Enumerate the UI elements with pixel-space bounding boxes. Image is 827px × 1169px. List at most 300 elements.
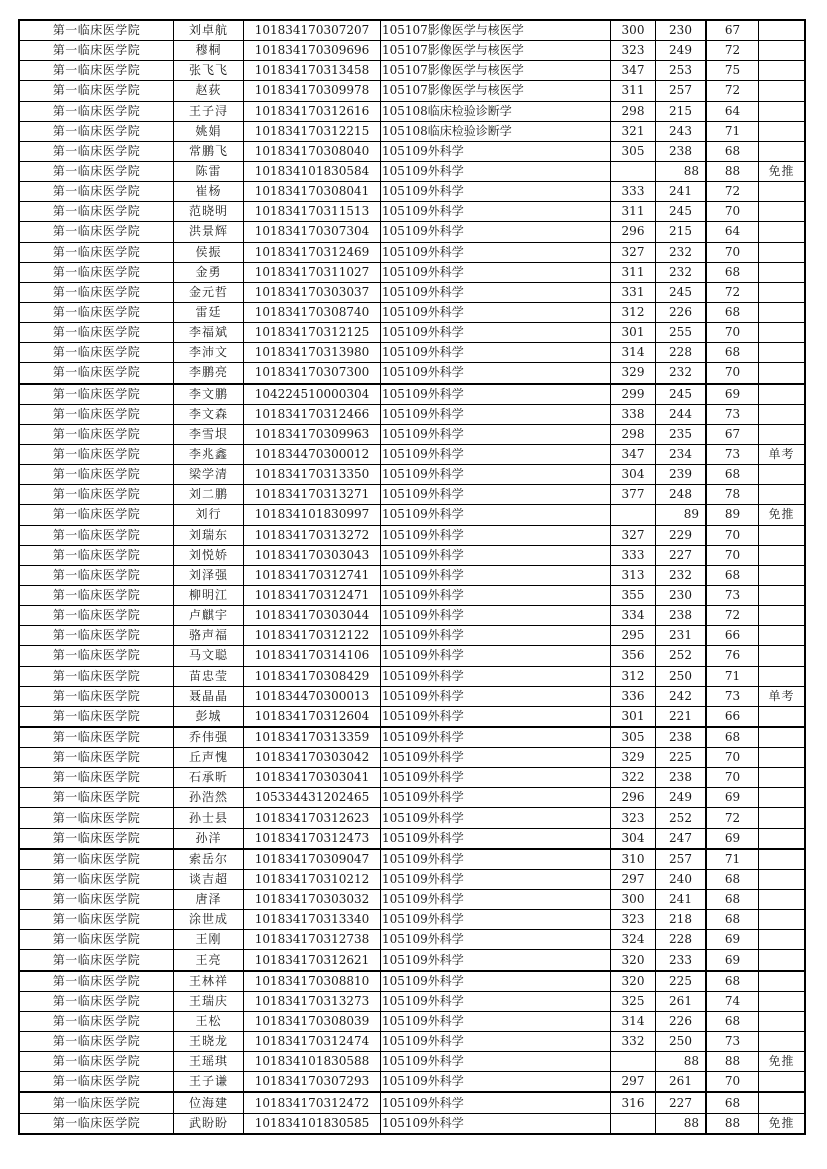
score-subtotal-cell: 240 bbox=[656, 869, 707, 889]
score-subtotal-cell: 227 bbox=[656, 545, 707, 565]
table-row bbox=[19, 890, 805, 910]
score-final-cell: 76 bbox=[706, 646, 759, 666]
major-cell: 105109外科学 bbox=[381, 1011, 611, 1031]
remark-cell bbox=[759, 101, 806, 121]
major-cell: 105109外科学 bbox=[381, 444, 611, 464]
college-cell: 第一临床医学院 bbox=[19, 161, 174, 181]
name-cell: 王子谦 bbox=[174, 1072, 244, 1093]
name-cell: 王瑞庆 bbox=[174, 991, 244, 1011]
name-cell: 刘行 bbox=[174, 505, 244, 525]
score-final-cell: 68 bbox=[706, 1011, 759, 1031]
college-cell: 第一临床医学院 bbox=[19, 768, 174, 788]
name-cell: 崔杨 bbox=[174, 182, 244, 202]
score-subtotal-cell: 238 bbox=[656, 768, 707, 788]
score-final-cell: 73 bbox=[706, 1032, 759, 1052]
name-cell: 赵荻 bbox=[174, 81, 244, 101]
college-cell: 第一临床医学院 bbox=[19, 262, 174, 282]
score-subtotal-cell: 248 bbox=[656, 485, 707, 505]
table-row bbox=[19, 748, 805, 768]
name-cell: 金勇 bbox=[174, 262, 244, 282]
major-cell: 105107影像医学与核医学 bbox=[381, 41, 611, 61]
score-subtotal-cell: 218 bbox=[656, 910, 707, 930]
score-final-cell: 68 bbox=[706, 890, 759, 910]
score-total-cell: 304 bbox=[611, 465, 656, 485]
score-subtotal-cell: 244 bbox=[656, 404, 707, 424]
college-cell: 第一临床医学院 bbox=[19, 20, 174, 41]
score-subtotal-cell: 241 bbox=[656, 182, 707, 202]
remark-cell bbox=[759, 808, 806, 828]
score-total-cell: 298 bbox=[611, 101, 656, 121]
major-cell: 105109外科学 bbox=[381, 788, 611, 808]
score-final-cell: 72 bbox=[706, 81, 759, 101]
score-final-cell: 68 bbox=[706, 565, 759, 585]
name-cell: 李雪垠 bbox=[174, 424, 244, 444]
remark-cell bbox=[759, 971, 806, 992]
college-cell: 第一临床医学院 bbox=[19, 282, 174, 302]
exam-id-cell: 101834170311027 bbox=[244, 262, 381, 282]
table-row bbox=[19, 1113, 805, 1134]
exam-id-cell: 101834170312474 bbox=[244, 1032, 381, 1052]
remark-cell bbox=[759, 61, 806, 81]
score-final-cell: 73 bbox=[706, 404, 759, 424]
name-cell: 穆桐 bbox=[174, 41, 244, 61]
table-row bbox=[19, 343, 805, 363]
major-cell: 105109外科学 bbox=[381, 141, 611, 161]
score-total-cell: 312 bbox=[611, 666, 656, 686]
score-final-cell: 88 bbox=[706, 1113, 759, 1134]
remark-cell bbox=[759, 748, 806, 768]
exam-id-cell: 101834170312741 bbox=[244, 565, 381, 585]
major-cell: 105109外科学 bbox=[381, 505, 611, 525]
score-final-cell: 71 bbox=[706, 666, 759, 686]
major-cell: 105107影像医学与核医学 bbox=[381, 81, 611, 101]
score-final-cell: 75 bbox=[706, 61, 759, 81]
major-cell: 105108临床检验诊断学 bbox=[381, 101, 611, 121]
score-final-cell: 71 bbox=[706, 121, 759, 141]
college-cell: 第一临床医学院 bbox=[19, 1032, 174, 1052]
remark-cell bbox=[759, 565, 806, 585]
name-cell: 刘悦娇 bbox=[174, 545, 244, 565]
college-cell: 第一临床医学院 bbox=[19, 991, 174, 1011]
score-subtotal-cell: 231 bbox=[656, 626, 707, 646]
score-total-cell: 336 bbox=[611, 686, 656, 706]
score-subtotal-cell: 245 bbox=[656, 282, 707, 302]
remark-cell bbox=[759, 545, 806, 565]
exam-id-cell: 101834170312122 bbox=[244, 626, 381, 646]
major-cell: 105109外科学 bbox=[381, 384, 611, 405]
table-row bbox=[19, 930, 805, 950]
college-cell: 第一临床医学院 bbox=[19, 525, 174, 545]
score-subtotal-cell: 88 bbox=[656, 1052, 707, 1072]
score-final-cell: 68 bbox=[706, 910, 759, 930]
major-cell: 105109外科学 bbox=[381, 485, 611, 505]
major-cell: 105109外科学 bbox=[381, 686, 611, 706]
name-cell: 王林祥 bbox=[174, 971, 244, 992]
score-subtotal-cell: 232 bbox=[656, 363, 707, 384]
table-row bbox=[19, 323, 805, 343]
score-subtotal-cell: 250 bbox=[656, 1032, 707, 1052]
table-row bbox=[19, 1011, 805, 1031]
score-final-cell: 72 bbox=[706, 41, 759, 61]
score-subtotal-cell: 215 bbox=[656, 222, 707, 242]
exam-id-cell: 101834170309978 bbox=[244, 81, 381, 101]
name-cell: 索岳尔 bbox=[174, 849, 244, 870]
major-cell: 105107影像医学与核医学 bbox=[381, 20, 611, 41]
remark-cell bbox=[759, 991, 806, 1011]
major-cell: 105109外科学 bbox=[381, 404, 611, 424]
major-cell: 105109外科学 bbox=[381, 768, 611, 788]
score-final-cell: 69 bbox=[706, 950, 759, 971]
table-row bbox=[19, 606, 805, 626]
college-cell: 第一临床医学院 bbox=[19, 363, 174, 384]
major-cell: 105109外科学 bbox=[381, 706, 611, 727]
table-row bbox=[19, 1032, 805, 1052]
major-cell: 105109外科学 bbox=[381, 606, 611, 626]
table-row bbox=[19, 384, 805, 405]
major-cell: 105109外科学 bbox=[381, 202, 611, 222]
major-cell: 105109外科学 bbox=[381, 565, 611, 585]
remark-cell bbox=[759, 666, 806, 686]
remark-cell bbox=[759, 465, 806, 485]
remark-cell bbox=[759, 384, 806, 405]
score-total-cell: 311 bbox=[611, 202, 656, 222]
score-subtotal-cell: 226 bbox=[656, 1011, 707, 1031]
table-row bbox=[19, 363, 805, 384]
table-row bbox=[19, 141, 805, 161]
score-final-cell: 72 bbox=[706, 606, 759, 626]
score-subtotal-cell: 241 bbox=[656, 890, 707, 910]
remark-cell bbox=[759, 930, 806, 950]
college-cell: 第一临床医学院 bbox=[19, 182, 174, 202]
name-cell: 孙洋 bbox=[174, 828, 244, 849]
score-total-cell: 305 bbox=[611, 727, 656, 748]
college-cell: 第一临床医学院 bbox=[19, 585, 174, 605]
score-final-cell: 89 bbox=[706, 505, 759, 525]
college-cell: 第一临床医学院 bbox=[19, 828, 174, 849]
major-cell: 105109外科学 bbox=[381, 161, 611, 181]
major-cell: 105109外科学 bbox=[381, 323, 611, 343]
admission-score-table bbox=[18, 19, 806, 1135]
score-subtotal-cell: 257 bbox=[656, 81, 707, 101]
remark-cell: 单考 bbox=[759, 686, 806, 706]
name-cell: 唐泽 bbox=[174, 890, 244, 910]
score-total-cell bbox=[611, 1052, 656, 1072]
table-row bbox=[19, 727, 805, 748]
exam-id-cell: 101834170312621 bbox=[244, 950, 381, 971]
remark-cell bbox=[759, 788, 806, 808]
score-final-cell: 71 bbox=[706, 849, 759, 870]
exam-id-cell: 101834170312623 bbox=[244, 808, 381, 828]
name-cell: 李鹏亮 bbox=[174, 363, 244, 384]
major-cell: 105109外科学 bbox=[381, 748, 611, 768]
score-final-cell: 70 bbox=[706, 545, 759, 565]
score-final-cell: 70 bbox=[706, 202, 759, 222]
college-cell: 第一临床医学院 bbox=[19, 505, 174, 525]
major-cell: 105109外科学 bbox=[381, 282, 611, 302]
score-total-cell: 311 bbox=[611, 81, 656, 101]
name-cell: 马文聪 bbox=[174, 646, 244, 666]
name-cell: 武盼盼 bbox=[174, 1113, 244, 1134]
major-cell: 105109外科学 bbox=[381, 222, 611, 242]
college-cell: 第一临床医学院 bbox=[19, 930, 174, 950]
name-cell: 谈吉超 bbox=[174, 869, 244, 889]
score-subtotal-cell: 89 bbox=[656, 505, 707, 525]
exam-id-cell: 101834170313271 bbox=[244, 485, 381, 505]
score-final-cell: 64 bbox=[706, 222, 759, 242]
name-cell: 孙浩然 bbox=[174, 788, 244, 808]
exam-id-cell: 101834170312125 bbox=[244, 323, 381, 343]
remark-cell bbox=[759, 141, 806, 161]
table-row bbox=[19, 1052, 805, 1072]
remark-cell bbox=[759, 646, 806, 666]
name-cell: 陈雷 bbox=[174, 161, 244, 181]
exam-id-cell: 101834170303042 bbox=[244, 748, 381, 768]
major-cell: 105109外科学 bbox=[381, 950, 611, 971]
remark-cell bbox=[759, 202, 806, 222]
exam-id-cell: 101834170313350 bbox=[244, 465, 381, 485]
table-row bbox=[19, 666, 805, 686]
score-subtotal-cell: 250 bbox=[656, 666, 707, 686]
score-subtotal-cell: 235 bbox=[656, 424, 707, 444]
college-cell: 第一临床医学院 bbox=[19, 323, 174, 343]
name-cell: 聂晶晶 bbox=[174, 686, 244, 706]
name-cell: 李文鹏 bbox=[174, 384, 244, 405]
table-row bbox=[19, 61, 805, 81]
score-subtotal-cell: 230 bbox=[656, 585, 707, 605]
table-row bbox=[19, 161, 805, 181]
exam-id-cell: 101834170307207 bbox=[244, 20, 381, 41]
score-final-cell: 88 bbox=[706, 161, 759, 181]
college-cell: 第一临床医学院 bbox=[19, 485, 174, 505]
score-final-cell: 68 bbox=[706, 343, 759, 363]
exam-id-cell: 101834101830584 bbox=[244, 161, 381, 181]
remark-cell bbox=[759, 585, 806, 605]
college-cell: 第一临床医学院 bbox=[19, 81, 174, 101]
exam-id-cell: 101834170307304 bbox=[244, 222, 381, 242]
remark-cell bbox=[759, 41, 806, 61]
remark-cell bbox=[759, 363, 806, 384]
name-cell: 王松 bbox=[174, 1011, 244, 1031]
score-final-cell: 69 bbox=[706, 384, 759, 405]
exam-id-cell: 101834470300012 bbox=[244, 444, 381, 464]
score-subtotal-cell: 255 bbox=[656, 323, 707, 343]
college-cell: 第一临床医学院 bbox=[19, 101, 174, 121]
score-total-cell: 301 bbox=[611, 706, 656, 727]
score-subtotal-cell: 230 bbox=[656, 20, 707, 41]
score-final-cell: 69 bbox=[706, 788, 759, 808]
score-final-cell: 68 bbox=[706, 262, 759, 282]
table-row bbox=[19, 626, 805, 646]
table-row bbox=[19, 910, 805, 930]
score-final-cell: 68 bbox=[706, 727, 759, 748]
score-subtotal-cell: 221 bbox=[656, 706, 707, 727]
major-cell: 105109外科学 bbox=[381, 1032, 611, 1052]
college-cell: 第一临床医学院 bbox=[19, 890, 174, 910]
table-row bbox=[19, 485, 805, 505]
college-cell: 第一临床医学院 bbox=[19, 41, 174, 61]
college-cell: 第一临床医学院 bbox=[19, 869, 174, 889]
table-row bbox=[19, 808, 805, 828]
remark-cell bbox=[759, 1092, 806, 1113]
name-cell: 李文森 bbox=[174, 404, 244, 424]
table-row bbox=[19, 788, 805, 808]
name-cell: 柳明江 bbox=[174, 585, 244, 605]
major-cell: 105109外科学 bbox=[381, 363, 611, 384]
remark-cell bbox=[759, 242, 806, 262]
score-final-cell: 72 bbox=[706, 808, 759, 828]
exam-id-cell: 101834170312604 bbox=[244, 706, 381, 727]
table-row bbox=[19, 505, 805, 525]
remark-cell: 免推 bbox=[759, 1113, 806, 1134]
score-subtotal-cell: 88 bbox=[656, 161, 707, 181]
major-cell: 105109外科学 bbox=[381, 890, 611, 910]
exam-id-cell: 101834170313980 bbox=[244, 343, 381, 363]
score-final-cell: 67 bbox=[706, 20, 759, 41]
name-cell: 丘声愧 bbox=[174, 748, 244, 768]
score-final-cell: 69 bbox=[706, 828, 759, 849]
major-cell: 105109外科学 bbox=[381, 828, 611, 849]
remark-cell bbox=[759, 182, 806, 202]
remark-cell bbox=[759, 828, 806, 849]
major-cell: 105109外科学 bbox=[381, 182, 611, 202]
score-total-cell: 334 bbox=[611, 606, 656, 626]
table-row bbox=[19, 444, 805, 464]
exam-id-cell: 101834170303037 bbox=[244, 282, 381, 302]
name-cell: 石承昕 bbox=[174, 768, 244, 788]
exam-id-cell: 101834170308810 bbox=[244, 971, 381, 992]
table-row bbox=[19, 242, 805, 262]
college-cell: 第一临床医学院 bbox=[19, 1072, 174, 1093]
major-cell: 105109外科学 bbox=[381, 343, 611, 363]
score-final-cell: 68 bbox=[706, 302, 759, 322]
remark-cell bbox=[759, 1011, 806, 1031]
college-cell: 第一临床医学院 bbox=[19, 849, 174, 870]
score-final-cell: 67 bbox=[706, 424, 759, 444]
name-cell: 刘泽强 bbox=[174, 565, 244, 585]
table-row bbox=[19, 869, 805, 889]
score-total-cell: 295 bbox=[611, 626, 656, 646]
score-final-cell: 66 bbox=[706, 626, 759, 646]
major-cell: 105109外科学 bbox=[381, 262, 611, 282]
name-cell: 刘二鹏 bbox=[174, 485, 244, 505]
major-cell: 105109外科学 bbox=[381, 646, 611, 666]
remark-cell: 免推 bbox=[759, 161, 806, 181]
name-cell: 苗忠莹 bbox=[174, 666, 244, 686]
exam-id-cell: 101834170313340 bbox=[244, 910, 381, 930]
table-row bbox=[19, 404, 805, 424]
score-final-cell: 69 bbox=[706, 930, 759, 950]
score-subtotal-cell: 257 bbox=[656, 849, 707, 870]
remark-cell bbox=[759, 1072, 806, 1093]
college-cell: 第一临床医学院 bbox=[19, 1092, 174, 1113]
remark-cell bbox=[759, 890, 806, 910]
remark-cell bbox=[759, 121, 806, 141]
major-cell: 105109外科学 bbox=[381, 585, 611, 605]
score-total-cell: 321 bbox=[611, 121, 656, 141]
major-cell: 105109外科学 bbox=[381, 910, 611, 930]
major-cell: 105108临床检验诊断学 bbox=[381, 121, 611, 141]
score-subtotal-cell: 232 bbox=[656, 262, 707, 282]
table-row bbox=[19, 262, 805, 282]
table-row bbox=[19, 525, 805, 545]
exam-id-cell: 101834170312471 bbox=[244, 585, 381, 605]
exam-id-cell: 101834170312472 bbox=[244, 1092, 381, 1113]
major-cell: 105109外科学 bbox=[381, 666, 611, 686]
table-row bbox=[19, 121, 805, 141]
score-subtotal-cell: 238 bbox=[656, 606, 707, 626]
exam-id-cell: 101834170312469 bbox=[244, 242, 381, 262]
score-total-cell: 300 bbox=[611, 20, 656, 41]
score-subtotal-cell: 238 bbox=[656, 141, 707, 161]
score-final-cell: 68 bbox=[706, 971, 759, 992]
name-cell: 李福斌 bbox=[174, 323, 244, 343]
name-cell: 王瑶琪 bbox=[174, 1052, 244, 1072]
remark-cell bbox=[759, 706, 806, 727]
remark-cell bbox=[759, 424, 806, 444]
score-total-cell: 347 bbox=[611, 444, 656, 464]
exam-id-cell: 104224510000304 bbox=[244, 384, 381, 405]
major-cell: 105109外科学 bbox=[381, 626, 611, 646]
score-subtotal-cell: 215 bbox=[656, 101, 707, 121]
major-cell: 105109外科学 bbox=[381, 1052, 611, 1072]
score-subtotal-cell: 245 bbox=[656, 384, 707, 405]
score-total-cell: 356 bbox=[611, 646, 656, 666]
name-cell: 乔伟强 bbox=[174, 727, 244, 748]
exam-id-cell: 101834101830588 bbox=[244, 1052, 381, 1072]
remark-cell bbox=[759, 768, 806, 788]
remark-cell bbox=[759, 323, 806, 343]
score-subtotal-cell: 88 bbox=[656, 1113, 707, 1134]
table-body bbox=[19, 20, 805, 1134]
major-cell: 105109外科学 bbox=[381, 869, 611, 889]
table-row bbox=[19, 222, 805, 242]
remark-cell: 单考 bbox=[759, 444, 806, 464]
score-final-cell: 70 bbox=[706, 363, 759, 384]
score-final-cell: 70 bbox=[706, 768, 759, 788]
score-subtotal-cell: 226 bbox=[656, 302, 707, 322]
major-cell: 105109外科学 bbox=[381, 424, 611, 444]
exam-id-cell: 101834170313273 bbox=[244, 991, 381, 1011]
major-cell: 105109外科学 bbox=[381, 465, 611, 485]
score-subtotal-cell: 252 bbox=[656, 808, 707, 828]
name-cell: 王子浔 bbox=[174, 101, 244, 121]
score-final-cell: 70 bbox=[706, 1072, 759, 1093]
name-cell: 王刚 bbox=[174, 930, 244, 950]
major-cell: 105109外科学 bbox=[381, 302, 611, 322]
score-total-cell: 331 bbox=[611, 282, 656, 302]
college-cell: 第一临床医学院 bbox=[19, 808, 174, 828]
college-cell: 第一临床医学院 bbox=[19, 565, 174, 585]
score-subtotal-cell: 227 bbox=[656, 1092, 707, 1113]
score-subtotal-cell: 239 bbox=[656, 465, 707, 485]
score-subtotal-cell: 234 bbox=[656, 444, 707, 464]
score-subtotal-cell: 245 bbox=[656, 202, 707, 222]
table-row bbox=[19, 41, 805, 61]
college-cell: 第一临床医学院 bbox=[19, 444, 174, 464]
remark-cell bbox=[759, 950, 806, 971]
name-cell: 姚娟 bbox=[174, 121, 244, 141]
college-cell: 第一临床医学院 bbox=[19, 706, 174, 727]
college-cell: 第一临床医学院 bbox=[19, 61, 174, 81]
remark-cell bbox=[759, 525, 806, 545]
score-final-cell: 70 bbox=[706, 525, 759, 545]
table-row bbox=[19, 302, 805, 322]
score-total-cell: 324 bbox=[611, 930, 656, 950]
score-final-cell: 68 bbox=[706, 869, 759, 889]
table-row bbox=[19, 849, 805, 870]
college-cell: 第一临床医学院 bbox=[19, 748, 174, 768]
score-total-cell: 298 bbox=[611, 424, 656, 444]
